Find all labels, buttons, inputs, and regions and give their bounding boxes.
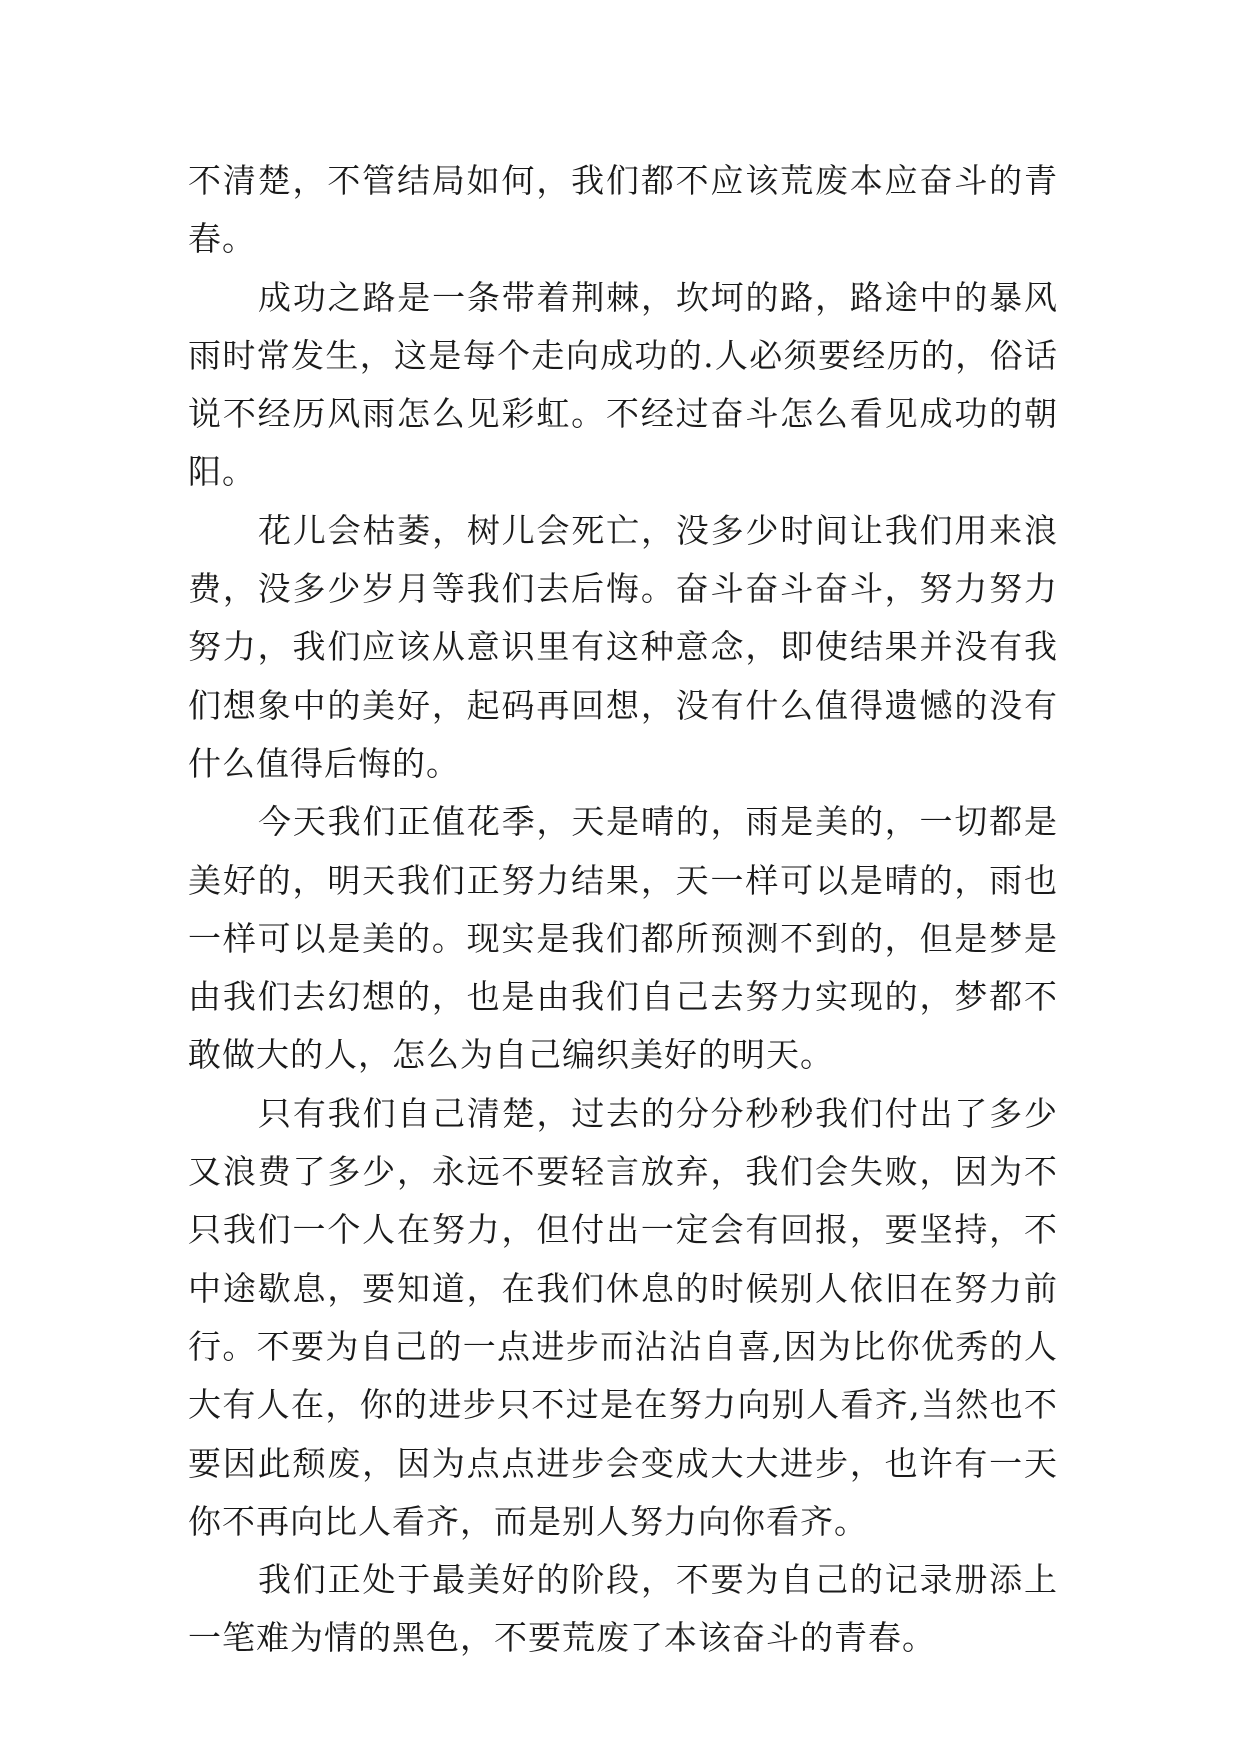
paragraph: 只有我们自己清楚，过去的分分秒秒我们付出了多少又浪费了多少，永远不要轻言放弃，我们会失败，因为不只我们一个人在努力，但付出一定会有回报，要坚持，不中途歇息，要知道，在我们休息的时候别人依旧在努力前行。不要为自己的一点进步而沾沾自喜,因为比你优秀的人大有人在，你的进步只不过是在努力向别人看齐,当然也不要因此颓废，因为点点进步会变成大大进步，也许有一天你不再向比人看齐，而是别人努力向你看齐。 [188, 1093, 1058, 1541]
paragraph-continuation: 不清楚，不管结局如何，我们都不应该荒废本应奋斗的青春。 [188, 161, 1058, 259]
paragraph: 今天我们正值花季，天是晴的，雨是美的，一切都是美好的，明天我们正努力结果，天一样可以是晴的，雨也一样可以是美的。现实是我们都所预测不到的，但是梦是由我们去幻想的，也是由我们自己去努力实现的，梦都不敢做大的人，怎么为自己编织美好的明天。 [188, 802, 1058, 1075]
paragraph: 成功之路是一条带着荆棘，坎坷的路，路途中的暴风雨时常发生，这是每个走向成功的.人必须要经历的，俗话说不经历风雨怎么见彩虹。不经过奋斗怎么看见成功的朝阳。 [188, 277, 1058, 492]
paragraph: 我们正处于最美好的阶段，不要为自己的记录册添上一笔难为情的黑色，不要荒废了本该奋斗的青春。 [188, 1560, 1058, 1658]
paragraph: 花儿会枯萎，树儿会死亡，没多少时间让我们用来浪费，没多少岁月等我们去后悔。奋斗奋斗奋斗，努力努力努力，我们应该从意识里有这种意念，即使结果并没有我们想象中的美好，起码再回想，没有什么值得遗憾的没有什么值得后悔的。 [188, 510, 1058, 783]
document-body [188, 152, 1058, 1668]
